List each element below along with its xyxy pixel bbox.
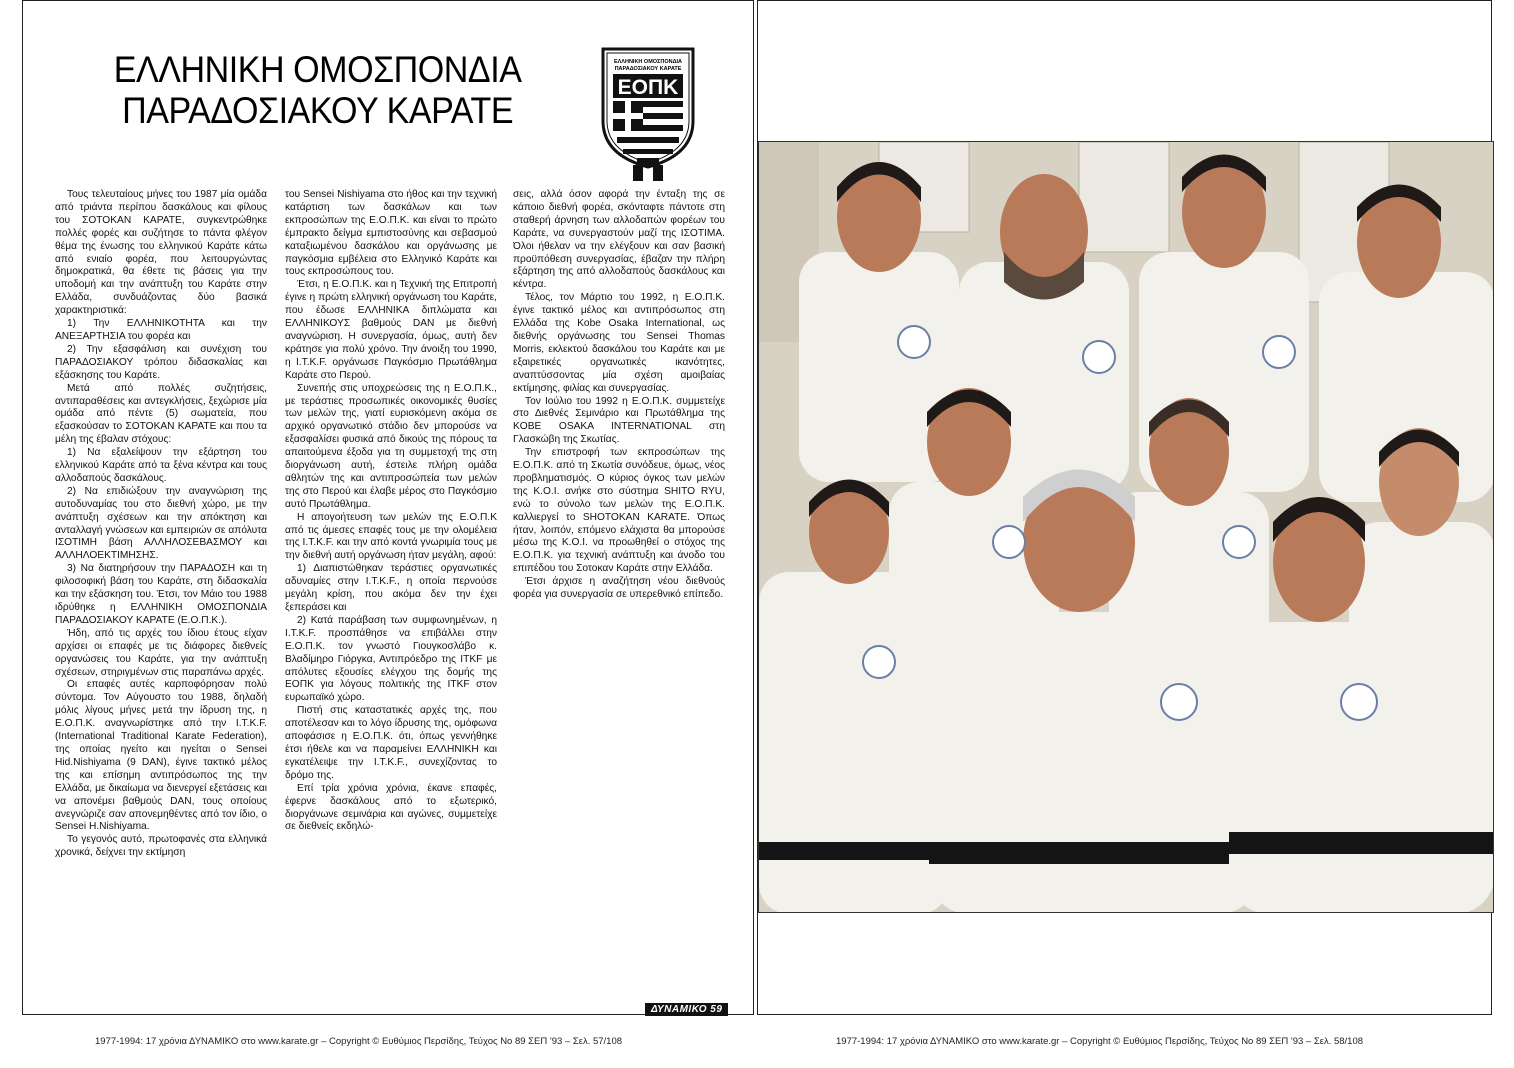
paragraph: σεις, αλλά όσον αφορά την ένταξη της σε κάποιο διεθνή φορέα, σκόνταφτε πάντοτε στη σταθερή άρνηση των αλλοδαπών φορέων του Καράτε, να συνεργαστούν μαζί της ΙΣΟΤΙΜΑ. Όλοι ήθελαν να την ελέγξουν και σαν βασική προϋπόθεση συνεργασίας, έβαζαν την πλήρη εξάρτηση της από αλλοδαπούς δασκάλους και κέντρα.: [513, 189, 725, 291]
paragraph: Έτσι άρχισε η αναζήτηση νέου διεθνούς φορέα για συνεργασία σε υπερεθνικό επίπεδο.: [513, 576, 725, 601]
paragraph: Συνεπής στις υποχρεώσεις της η Ε.Ο.Π.Κ., με τεράστιες προσωπικές οικονομικές θυσίες των μελών της, γιατί ευρισκόμενη ακόμα σε αρχικό οργανωτικό στάδιο δεν μπορούσε να εξασφαλίσει φυσικά από δικούς της πόρους τα απαιτούμενα έξοδα για τη συμμετοχή της στη διοργάνωση αυτή, έστειλε πλήρη ομάδα αθλητών της και αντιπροσώπεία των μελών της στο Περού και έλαβε μέρος στο Παγκόσμιο αυτό Πρωτάθλημα.: [285, 382, 497, 510]
svg-text:ΠΑΡΑΔΟΣΙΑΚΟΥ ΚΑΡΑΤΕ: ΠΑΡΑΔΟΣΙΑΚΟΥ ΚΑΡΑΤΕ: [614, 66, 682, 72]
eopk-shield-logo: [593, 43, 703, 183]
paragraph: Ήδη, από τις αρχές του ίδιου έτους είχαν αρχίσει οι επαφές με τις διάφορες διεθνείς οργανώσεις του Καράτε, για την ανάπτυξη σχέσεων, στηριγμένων στις παραπάνω αρχές.: [55, 627, 267, 678]
paragraph: Η απογοήτευση των μελών της Ε.Ο.Π.Κ από τις άμεσες επαφές τους με την ολομέλεια της I.T.K.F. και την από κοντά γνωριμία τους με την διεθνή αυτή οργάνωση ήταν μεγάλη, αφού:: [285, 511, 497, 562]
paragraph: Τους τελευταίους μήνες του 1987 μία ομάδα από τριάντα περίπου δασκάλους και φίλους του ΣΟΤΟΚΑΝ ΚΑΡΑΤΕ, συγκεντρώθηκε πολλές φορές και συζήτησε το πάντα φλέγον θέμα της ένωσης του ελληνικού Καράτε κάτω από ενιαίο φορέα, που λειτουργώντας δημοκρατικά, θα έθετε τις βάσεις για την υποδομή και την ανάπτυξη του Καράτε στην Ελλάδα, συνδυάζοντας δύο βασικά χαρακτηριστικά:: [55, 189, 267, 317]
group-photo: [758, 141, 1494, 913]
paragraph: 1) Να εξαλείψουν την εξάρτηση του ελληνικού Καράτε από τα ξένα κέντρα και τους αλλοδαπούς δασκάλους.: [55, 447, 267, 484]
paragraph: Επί τρία χρόνια χρόνια, έκανε επαφές, έφερνε δασκάλους από το εξωτερικό, διοργάνωνε σεμινάρια και αγώνες, συμμετείχε σε διεθνείς εκδηλώ-: [285, 782, 497, 833]
paragraph: Το γεγονός αυτό, πρωτοφανές στα ελληνικά χρονικά, δείχνει την εκτίμηση: [55, 834, 267, 859]
paragraph: 2) Να επιδιώξουν την αναγνώριση της αυτοδυναμίας του στο διεθνή χώρο, με την ανάπτυξη σχέσεων και την απόκτηση και ανταλλαγή γνώσεων και εμπειριών σε απόλυτα ΙΣΟΤΙΜΗ βάση ΑΛΛΗΛΟΣΕΒΑΣΜΟΥ και ΑΛΛΗΛΟΕΚΤΙΜΗΣΗΣ.: [55, 485, 267, 562]
left-page: [22, 0, 754, 1015]
footer-right: 1977-1994: 17 χρόνια ΔΥΝΑΜΙΚΟ στο www.karate.gr – Copyright © Ευθύμιος Περσίδης, Τεύχος Νο 89 ΣΕΠ '93 – Σελ. 58/108: [836, 1036, 1364, 1047]
paragraph: Τον Ιούλιο του 1992 η Ε.Ο.Π.Κ. συμμετείχε στο Διεθνές Σεμινάριο και Πρωτάθλημα της KOBE OSAKA INTERNATIONAL στη Γλασκώβη της Σκωτίας.: [513, 395, 725, 446]
article-column-1: [55, 189, 267, 909]
svg-text:ΕΟΠΚ: ΕΟΠΚ: [617, 76, 679, 99]
article-column-3: [513, 189, 725, 909]
paragraph: Τέλος, τον Μάρτιο του 1992, η Ε.Ο.Π.Κ. έγινε τακτικό μέλος και αντιπρόσωπος στη Ελλάδα της Kobe Osaka International, ως διεθνής οργάνωσης του Sensei Thomas Morris, εκλεκτού δασκάλου του Καράτε και με εξαιρετικές οργανωτικές ικανότητες, αναπτύσσοντας μία σχέση αμοιβαίας εκτίμησης, φιλίας και συνεργασίας.: [513, 292, 725, 394]
paragraph: Μετά από πολλές συζητήσεις, αντιπαραθέσεις και αντεγκλήσεις, ξεχώρισε μία ομάδα από πέντε (5) σωματεία, που εξασκούσαν το ΣΟΤΟΚΑΝ ΚΑΡΑΤΕ και που τα μέλη της έβαλαν στόχους:: [55, 382, 267, 446]
paragraph: Πιστή στις καταστατικές αρχές της, που αποτέλεσαν και το λόγο ίδρυσης της, ομόφωνα αποφάσισε η Ε.Ο.Π.Κ. ότι, όπως γεννήθηκε έτσι ήθελε και να παραμείνει ΕΛΛΗΝΙΚΗ και εγκατέλειψε την I.T.K.F., συνεχίζοντας το δρόμο της.: [285, 705, 497, 781]
right-page: [757, 0, 1492, 1015]
article-column-2: [285, 189, 497, 909]
paragraph: 3) Να διατηρήσουν την ΠΑΡΑΔΟΣΗ και τη φιλοσοφική βάση του Καράτε, στη διδασκαλία και την εξάσκηση του. Έτσι, τον Μάιο του 1988 ιδρύθηκε η ΕΛΛΗΝΙΚΗ ΟΜΟΣΠΟΝΔΙΑ ΠΑΡΑΔΟΣΙΑΚΟΥ ΚΑΡΑΤΕ (Ε.Ο.Π.Κ.).: [55, 563, 267, 626]
paragraph: 2) Την εξασφάλιση και συνέχιση του ΠΑΡΑΔΟΣΙΑΚΟΥ τρόπου διδασκαλίας και εξάσκησης του Καράτε.: [55, 343, 267, 381]
paragraph: 1) Την ΕΛΛΗΝΙΚΟΤΗΤΑ και την ΑΝΕΞΑΡΤΗΣΙΑ του φορέα και: [55, 318, 267, 342]
article-title-line-1: ΕΛΛΗΝΙΚΗ ΟΜΟΣΠΟΝΔΙΑ: [113, 49, 522, 90]
group-photo-karate-instructors-icon: [759, 142, 1494, 913]
footer-left: 1977-1994: 17 χρόνια ΔΥΝΑΜΙΚΟ στο www.karate.gr – Copyright © Ευθύμιος Περσίδης, Τεύχος Νο 89 ΣΕΠ '93 – Σελ. 57/108: [95, 1036, 623, 1047]
magazine-brand-label: ΔΥΝΑΜΙΚΟ 59: [645, 1003, 728, 1016]
paragraph: Την επιστροφή των εκπροσώπων της Ε.Ο.Π.Κ. από τη Σκωτία συνόδευε, όμως, νέος προβληματισμός. Ο κύριος όγκος των μελών της K.O.I. ανήκε στο σύστημα SHITO RYU, ενώ το σύνολο των μελών της Ε.Ο.Π.Κ. καλλιεργεί το SHOTOKAN KARATE. Όπως ήταν, λοιπόν, επόμενο ελάχιστα θα μπορούσε μέσω της K.O.I. να προωθηθεί ο στόχος της Ε.Ο.Π.Κ. για τεχνική ανάπτυξη και άνοδο του επιπέδου του Σοτοκαν Καράτε στην Ελλάδα.: [513, 447, 725, 575]
paragraph: Έτσι, η Ε.Ο.Π.Κ. και η Τεχνική της Επιτροπή έγινε η πρώτη ελληνική οργάνωση του Καράτε, που έδωσε ΕΛΛΗΝΙΚΑ διπλώματα και ΕΛΛΗΝΙΚΟΥΣ βαθμούς DAN με διεθνή αναγνώριση. Η συνεργασία, όμως, αυτή δεν κράτησε για πολύ χρόνο. Την άνοιξη του 1990, η I.T.K.F. οργάνωσε Παγκόσμιο Πρωτάθλημα Καράτε στο Περού.: [285, 279, 497, 381]
svg-text:ΕΛΛΗΝΙΚΗ ΟΜΟΣΠΟΝΔΙΑ: ΕΛΛΗΝΙΚΗ ΟΜΟΣΠΟΝΔΙΑ: [613, 59, 683, 65]
paragraph: 1) Διαπιστώθηκαν τεράστιες οργανωτικές αδυναμίες στην I.T.K.F., η οποία περνούσε μεγάλη κρίση, που ακόμα δεν την έχει ξεπεράσει και: [285, 563, 497, 613]
greek-flag-shield-icon: [593, 43, 703, 183]
paragraph: του Sensei Nishiyama στο ήθος και την τεχνική κατάρτιση των δασκάλων και των εκπροσώπων της Ε.Ο.Π.Κ. και είναι το πρώτο έμπρακτο δείγμα εμπιστοσύνης και σεβασμού καταξιωμένου δασκάλου και οργάνωσης με παγκόσμια εμβέλεια στο Ελληνικό Καράτε και τους εκπροσώπους του.: [285, 189, 497, 278]
article-title-line-2: ΠΑΡΑΔΟΣΙΑΚΟΥ ΚΑΡΑΤΕ: [122, 90, 514, 131]
paragraph: Οι επαφές αυτές καρποφόρησαν πολύ σύντομα. Τον Αύγουστο του 1988, δηλαδή μόλις λίγους μήνες μετά την ίδρυση της, η Ε.Ο.Π.Κ. αναγνωρίστηκε από την I.T.K.F. (International Traditional Karate Federation), της οποίας ηγείτο και ηγείται ο Sensei Hid.Nishiyama (9 DAN), έγινε τακτικό μέλος της και επίσημη αντιπρόσωπος της την Ελλάδα, με δικαίωμα να διενεργεί εξετάσεις και να απονέμει βαθμούς DAN, τους οποίους ανεγνώριζε σαν απονεμηθέντες από τον ίδιο, ο Sensei H.Nishiyama.: [55, 679, 267, 833]
paragraph: 2) Κατά παράβαση των συμφωνημένων, η I.T.K.F. προσπάθησε να επιβάλλει στην Ε.Ο.Π.Κ. τον γνωστό Γιουγκοσλάβο κ. Βλαδίμηρο Γιόργκα, Αντιπρόεδρο της ITKF με απόλυτες εξουσίες ελέγχου της δομής της ΕΟΠΚ για λόγους πολιτικής της ITKF στον ευρωπαϊκό χώρο.: [285, 614, 497, 704]
